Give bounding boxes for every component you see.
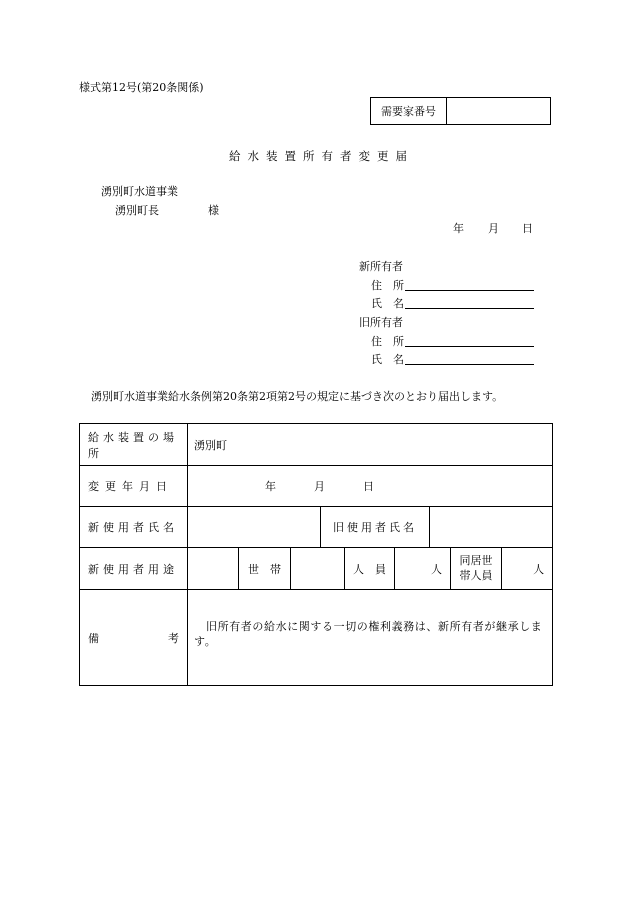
remarks-label-char1: 備 xyxy=(88,631,99,645)
new-user-label: 新使用者氏名 xyxy=(80,507,188,548)
household-label: 世 帯 xyxy=(239,548,291,590)
new-owner-name-label: 氏 名 xyxy=(371,297,404,310)
customer-number-label: 需要家番号 xyxy=(371,98,447,124)
cohabitant-label-line1: 同居世 xyxy=(459,554,493,568)
cohabitant-label xyxy=(451,548,502,590)
change-date-day: 日 xyxy=(363,480,374,493)
old-owner-address-line[interactable] xyxy=(405,346,534,347)
cohabitant-label-line2: 帯人員 xyxy=(459,568,493,582)
remarks-text: 旧所有者の給水に関する一切の権利義務は、新所有者が継承します。 xyxy=(188,590,553,686)
customer-number-box xyxy=(370,97,551,125)
customer-number-field[interactable] xyxy=(447,98,550,124)
addressee-org: 湧別町水道事業 xyxy=(101,185,178,198)
persons-label: 人 員 xyxy=(345,548,395,590)
document-title: 給水装置所有者変更届 xyxy=(229,149,414,163)
remarks-label-char2: 考 xyxy=(168,631,179,645)
old-owner-heading: 旧所有者 xyxy=(359,316,403,329)
new-owner-heading: 新所有者 xyxy=(359,260,403,273)
location-value[interactable]: 湧別町 xyxy=(188,424,553,466)
cohabitant-unit[interactable]: 人 xyxy=(502,548,553,590)
form-code: 様式第12号(第20条関係) xyxy=(79,81,204,94)
household-field[interactable] xyxy=(291,548,345,590)
persons-unit[interactable]: 人 xyxy=(395,548,451,590)
addressee-suffix: 様 xyxy=(208,204,219,217)
old-owner-address-label: 住 所 xyxy=(371,335,404,348)
date-year: 年 xyxy=(453,222,464,235)
application-table xyxy=(79,423,553,686)
old-owner-name-label: 氏 名 xyxy=(371,353,404,366)
purpose-field[interactable] xyxy=(188,548,239,590)
old-owner-name-line[interactable] xyxy=(405,364,534,365)
old-user-field[interactable] xyxy=(430,507,553,548)
change-date-year: 年 xyxy=(265,480,276,493)
change-date-field[interactable] xyxy=(188,466,553,507)
change-date-label: 変更年月日 xyxy=(80,466,188,507)
purpose-label: 新使用者用途 xyxy=(80,548,188,590)
date-day: 日 xyxy=(522,222,533,235)
addressee-name: 湧別町長 xyxy=(115,204,159,217)
new-owner-address-line[interactable] xyxy=(405,290,534,291)
new-owner-address-label: 住 所 xyxy=(371,279,404,292)
new-owner-name-line[interactable] xyxy=(405,308,534,309)
location-label: 給水装置の場所 xyxy=(80,424,188,466)
change-date-month: 月 xyxy=(314,480,325,493)
old-user-label: 旧使用者氏名 xyxy=(321,507,430,548)
date-month: 月 xyxy=(488,222,499,235)
new-user-field[interactable] xyxy=(188,507,321,548)
remarks-label xyxy=(80,590,188,686)
statement: 湧別町水道事業給水条例第20条第2項第2号の規定に基づき次のとおり届出します。 xyxy=(91,390,504,403)
